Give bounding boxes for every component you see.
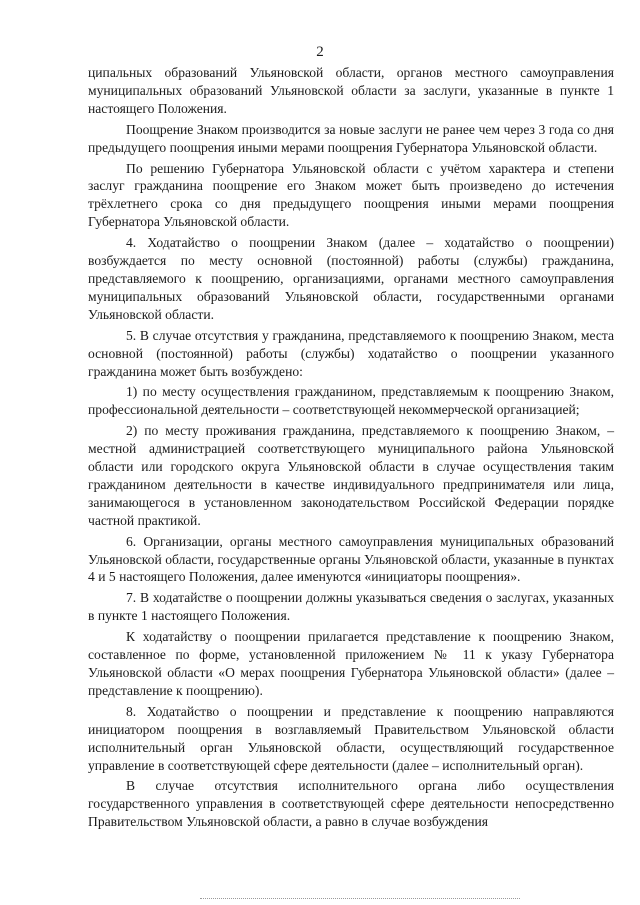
paragraph-item-5-sub-2: 2) по месту проживания гражданина, представляемого к поощрению Знаком, – местной администрацией соответствующего муниципального района Ульяновской области или городского округа Ульяновской области в случае осуществления таким гражданином деятельности в качестве индивидуального предпринимателя или лица, занимающегося в установленном законодательством Российской Федерации порядке частной практикой. [88, 423, 614, 528]
paragraph-item-5-sub-1: 1) по месту осуществления гражданином, представляемым к поощрению Знаком, профессиональной деятельности – соответствующей некоммерческой организацией; [88, 384, 614, 418]
paragraph-item-7: 7. В ходатайстве о поощрении должны указываться сведения о заслугах, указанных в пункте 1 настоящего Положения. [88, 590, 614, 624]
paragraph-award-interval: Поощрение Знаком производится за новые заслуги не ранее чем через 3 года со дня предыдущего поощрения иными мерами поощрения Губернатора Ульяновской области. [88, 121, 614, 155]
paragraph-governor-decision: По решению Губернатора Ульяновской области с учётом характера и степени заслуг гражданина поощрение его Знаком может быть произведено до истечения трёхлетнего срока со дня предыдущего поощрения иными мерами поощрения Губернатора Ульяновской области. [88, 160, 614, 230]
paragraph-item-6: 6. Организации, органы местного самоуправления муниципальных образований Ульяновской области, государственные органы Ульяновской области, указанные в пунктах 4 и 5 настоящего Положения, далее именуются «инициаторы поощрения». [88, 533, 614, 585]
document-body [88, 64, 614, 834]
paragraph-absence-case: В случае отсутствия исполнительного органа либо осуществления государственного управления в соответствующей сфере деятельности непосредственно Правительством Ульяновской области, а равно в случае возбуждения [88, 778, 614, 830]
scan-artifact [200, 895, 520, 899]
paragraph-item-8: 8. Ходатайство о поощрении и представление к поощрению направляются инициатором поощрения в возглавляемый Правительством Ульяновской области исполнительный орган Ульяновской области, осуществляющий государственное управление в соответствующей сфере деятельности (далее – исполнительный орган). [88, 703, 614, 773]
page-number: 2 [316, 44, 324, 60]
paragraph-item-4: 4. Ходатайство о поощрении Знаком (далее – ходатайство о поощрении) возбуждается по месту основной (постоянной) работы (службы) гражданина, представляемого к поощрению, организациями, органами местного самоуправления муниципальных образований Ульяновской области, государственными органами Ульяновской области. [88, 235, 614, 322]
paragraph-attachment: К ходатайству о поощрении прилагается представление к поощрению Знаком, составленное по форме, установленной приложением № 11 к указу Губернатора Ульяновской области «О мерах поощрения Губернатора Ульяновской области» (далее – представление к поощрению). [88, 629, 614, 698]
paragraph-continuation: ципальных образований Ульяновской области, органов местного самоуправления муниципальных образований Ульяновской области за заслуги, указанные в пункте 1 настоящего Положения. [88, 65, 614, 116]
paragraph-item-5: 5. В случае отсутствия у гражданина, представляемого к поощрению Знаком, места основной (постоянной) работы (службы) ходатайство о поощрении указанного гражданина может быть возбуждено: [88, 327, 614, 379]
